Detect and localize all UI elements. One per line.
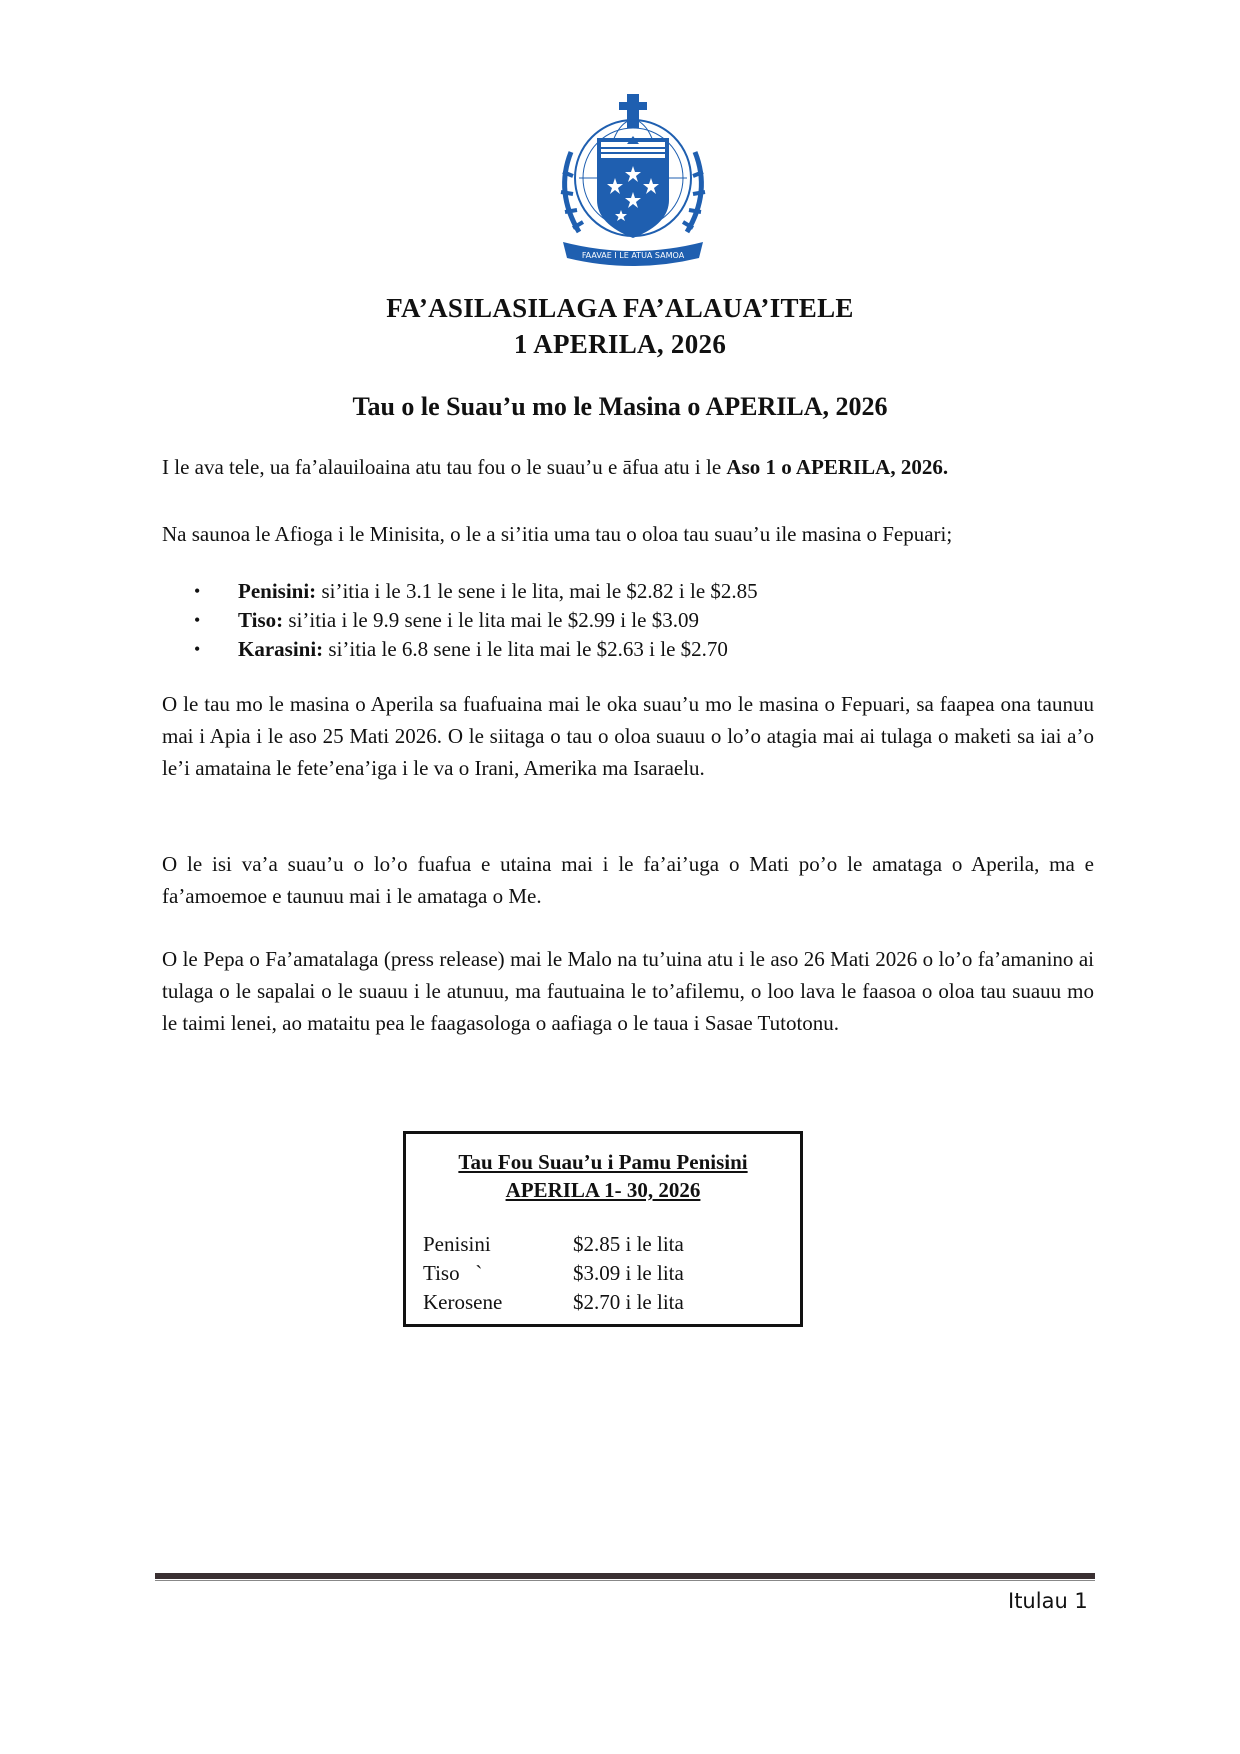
fuel-label: Tiso:	[238, 608, 284, 632]
fuel-label: Penisini:	[238, 579, 317, 603]
svg-text:FAAVAE I LE ATUA SAMOA: FAAVAE I LE ATUA SAMOA	[581, 251, 685, 260]
fuel-name: Penisini	[423, 1232, 491, 1256]
pricing-basis-paragraph: O le tau mo le masina o Aperila sa fuafuaina mai le oka suau’u mo le masina o Fepuari, sa faapea ona taunuu mai i Apia i le aso 25 Mati 2026. O le siitaga o tau o oloa suauu o lo’o atagia mai ai tulaga o maketi sa iai a’o le’i amataina le fete’ena’iga i le va o Irani, Amerika ma Isaraelu.	[162, 692, 1094, 780]
price-change-list	[190, 577, 758, 664]
fuel-label: Karasini:	[238, 637, 324, 661]
footer-divider	[155, 1573, 1095, 1579]
title-date: 1 APERILA, 2026	[513, 329, 727, 359]
minister-paragraph: Na saunoa le Afioga i le Minisita, o le a si’itia uma tau o oloa tau suau’u ile masina o Fepuari;	[162, 522, 953, 546]
price-table	[423, 1230, 684, 1317]
page-number: Itulau 1	[1008, 1589, 1088, 1613]
price-box-heading	[406, 1148, 800, 1204]
fuel-price: $2.70 i le lita	[573, 1290, 684, 1314]
fuel-change: si’itia i le 3.1 le sene i le lita, mai le $2.82 i le $2.85	[316, 579, 758, 603]
fuel-price: $2.85 i le lita	[573, 1232, 684, 1256]
shipment-paragraph: O le isi va’a suau’u o lo’o fuafua e utaina mai i le fa’ai’uga o Mati po’o le amataga o Aperila, ma e fa’amoemoe e taunuu mai i le amataga o Me.	[162, 852, 1094, 908]
price-box	[403, 1131, 803, 1327]
fuel-name: Tiso `	[423, 1261, 483, 1285]
intro-date: Aso 1 o APERILA, 2026.	[726, 455, 949, 479]
fuel-change: si’itia i le 9.9 sene i le lita mai le $2.99 i le $3.09	[283, 608, 699, 632]
price-box-title: Tau Fou Suau’u i Pamu Penisini	[458, 1150, 748, 1174]
fuel-name: Kerosene	[423, 1290, 503, 1314]
intro-text: I le ava tele, ua fa’alauiloaina atu tau fou o le suau’u e āfua atu i le	[162, 455, 727, 479]
document-title	[0, 290, 1240, 362]
price-row	[423, 1259, 684, 1288]
price-row	[423, 1288, 684, 1317]
samoa-coat-of-arms-icon	[549, 92, 717, 270]
list-item	[190, 577, 758, 606]
title-heading: FA’ASILASILAGA FA’ALAUA’ITELE	[386, 293, 854, 323]
footer-divider-thin	[155, 1580, 1095, 1581]
fuel-price: $3.09 i le lita	[573, 1261, 684, 1285]
intro-paragraph	[162, 451, 1094, 483]
document-subtitle: Tau o le Suau’u mo le Masina o APERILA, 2026	[352, 392, 888, 421]
price-row	[423, 1230, 684, 1259]
price-box-period: APERILA 1- 30, 2026	[505, 1178, 701, 1202]
list-item	[190, 635, 758, 664]
press-release-paragraph: O le Pepa o Fa’amatalaga (press release) mai le Malo na tu’uina atu i le aso 26 Mati 2026 o lo’o fa’amanino ai tulaga o le sapalai o le suauu i le atunuu, ma fautuaina le to’afilemu, o loo lava le faasoa o oloa tau suauu mo le taimi lenei, ao mataitu pea le faagasologa o aafiaga o le taua i Sasae Tutotonu.	[162, 947, 1094, 1035]
fuel-change: si’itia le 6.8 sene i le lita mai le $2.63 i le $2.70	[323, 637, 728, 661]
list-item	[190, 606, 758, 635]
